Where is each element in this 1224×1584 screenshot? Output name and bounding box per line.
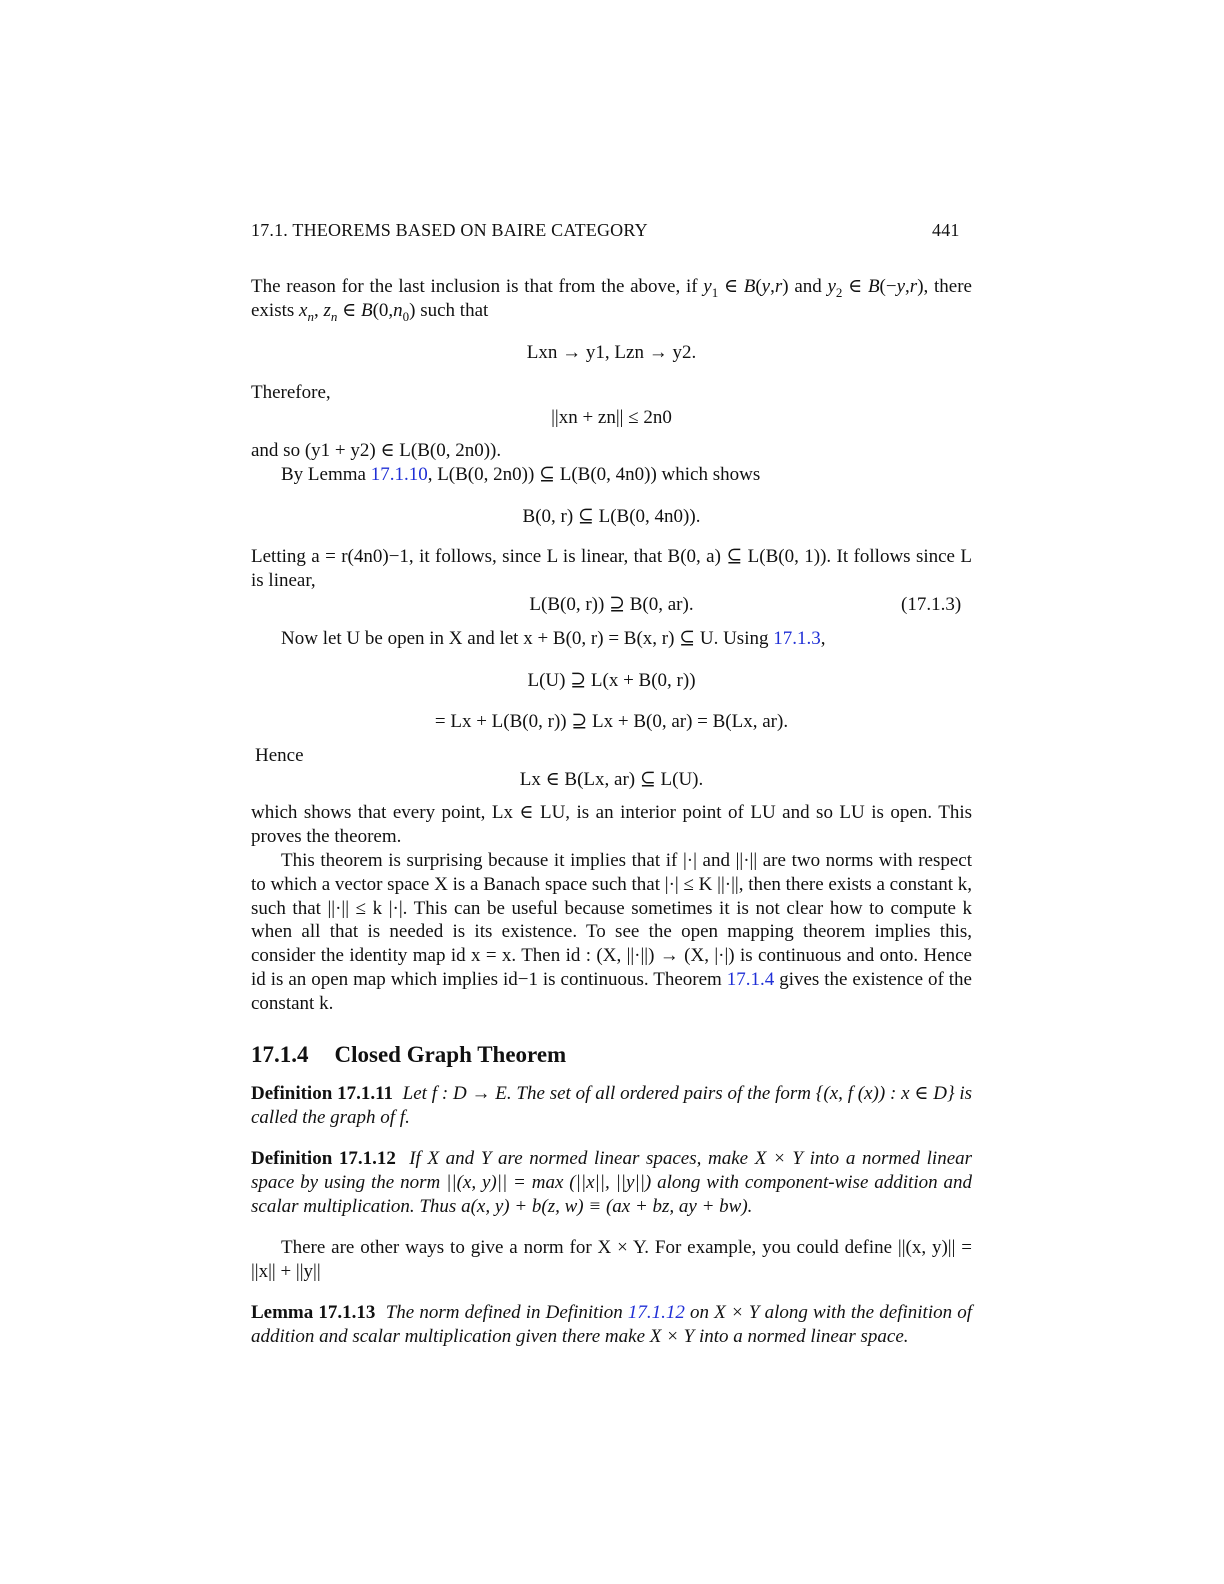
- def12-label: Definition 17.1.12: [251, 1148, 396, 1169]
- equation-17-1-3: L(B(0, r)) ⊇ B(0, ar).: [529, 594, 694, 615]
- def12-body: If X and Y are normed linear spaces, make X × Y into a normed linear space by using the norm ||(x, y)|| = max (||x||, ||y||) along with component-wise addition and scalar multiplication. Thus a(x, y) + b(z, w) ≡ (ax + bz, ay + bw).: [251, 1148, 973, 1217]
- surprising-text-b: gives the existence of the constant k.: [251, 968, 972, 1014]
- definition-17-1-12: [251, 1147, 972, 1218]
- therefore-text: Therefore,: [251, 382, 331, 403]
- lemma13-text-b: on X × Y along with the definition of addition and scalar multiplication given there make X × Y into a normed linear space.: [251, 1302, 973, 1347]
- definition-17-1-11: [251, 1082, 972, 1130]
- hence-text: Hence: [255, 745, 304, 766]
- def11-body: Let f : D → E. The set of all ordered pairs of the form {(x, f (x)) : x ∈ D} is called the graph of f.: [251, 1083, 973, 1128]
- section-heading: [251, 1042, 566, 1068]
- running-header-title: 17.1. THEOREMS BASED ON BAIRE CATEGORY: [251, 220, 648, 240]
- lemma-17-1-10-link[interactable]: 17.1.10: [370, 464, 428, 485]
- p1-text-c: such that: [415, 299, 489, 321]
- page-number: 441: [932, 220, 960, 240]
- equation-interior-point: Lx ∈ B(Lx, ar) ⊆ L(U).: [519, 769, 704, 790]
- equation-convergence: Lxn → y1, Lzn → y2.: [526, 342, 697, 363]
- now-let-text: Now let U be open in X and let x + B(0, r) = B(x, r) ⊆ U. Using: [281, 628, 774, 649]
- lemma-17-1-13: [251, 1301, 972, 1349]
- p1-text-a: The reason for the last inclusion is that from the above, if: [251, 276, 704, 297]
- paragraph-other-norms: There are other ways to give a norm for X × Y. For example, you could define ||(x, y)|| = ||x|| + ||y||: [251, 1237, 972, 1282]
- equation-ball-inclusion: B(0, r) ⊆ L(B(0, 4n0)).: [522, 506, 701, 527]
- equation-norm-bound: ||xn + zn|| ≤ 2n0: [551, 407, 672, 428]
- section-number: 17.1.4: [251, 1042, 309, 1067]
- lemma13-text-a: The norm defined in Definition: [385, 1302, 628, 1323]
- def11-label: Definition 17.1.11: [251, 1083, 394, 1104]
- equation-lu-line1: L(U) ⊇ L(x + B(0, r)): [527, 670, 696, 691]
- paragraph-which-shows: which shows that every point, Lx ∈ LU, is an interior point of LU and so LU is open. This proves the theorem.: [251, 802, 972, 847]
- theorem-17-1-4-link[interactable]: 17.1.4: [726, 968, 775, 990]
- and-so-text: and so (y1 + y2) ∈ L(B(0, 2n0)).: [251, 440, 502, 461]
- by-lemma-line: By Lemma 17.1.10, L(B(0, 2n0)) ⊆ L(B(0, 4n0)) which shows: [281, 464, 761, 485]
- now-let-line: Now let U be open in X and let x + B(0, r) = B(x, r) ⊆ U. Using 17.1.3,: [281, 628, 826, 649]
- by-lemma-text-a: By Lemma: [281, 464, 371, 485]
- surprising-text-a: This theorem is surprising because it implies that if |·| and ||·|| are two norms with respect to which a vector space X is a Banach space such that |·| ≤ K ||·||, then there exists a constant k, such that ||·|| ≤ k |·|. This can be useful because sometimes it is not clear how to compute k when all that is needed is its existence. To see the open mapping theorem implies this, consider the identity map id x = x. Then id : (X, ||·||) → (X, |·|) is continuous and onto. Hence id is an open map which implies id−1 is continuous. Theorem: [251, 850, 972, 990]
- paragraph-letting: Letting a = r(4n0)−1, it follows, since L is linear, that B(0, a) ⊆ L(B(0, 1)). It follows since L is linear,: [251, 546, 972, 591]
- equation-lu-line2: = Lx + L(B(0, r)) ⊇ Lx + B(0, ar) = B(Lx, ar).: [434, 711, 789, 732]
- by-lemma-text-b: L(B(0, 2n0)) ⊆ L(B(0, 4n0)) which shows: [437, 464, 761, 485]
- p1-text-b: there exists: [251, 276, 972, 321]
- eq-17-1-3-link[interactable]: 17.1.3: [773, 628, 821, 649]
- paragraph-last-inclusion: The reason for the last inclusion is that from the above, if $y_1$ ∈ B(y,r) and $y_2$ ∈ B(−y,r), there exists $x_n$, $z_n$ ∈ $B(0,n_0)$ such that: [251, 276, 972, 324]
- lemma13-label: Lemma 17.1.13: [251, 1302, 376, 1323]
- section-title: Closed Graph Theorem: [334, 1042, 567, 1067]
- equation-tag: (17.1.3): [901, 594, 962, 615]
- paragraph-surprising: [251, 849, 972, 1016]
- definition-17-1-12-link[interactable]: 17.1.12: [627, 1302, 685, 1323]
